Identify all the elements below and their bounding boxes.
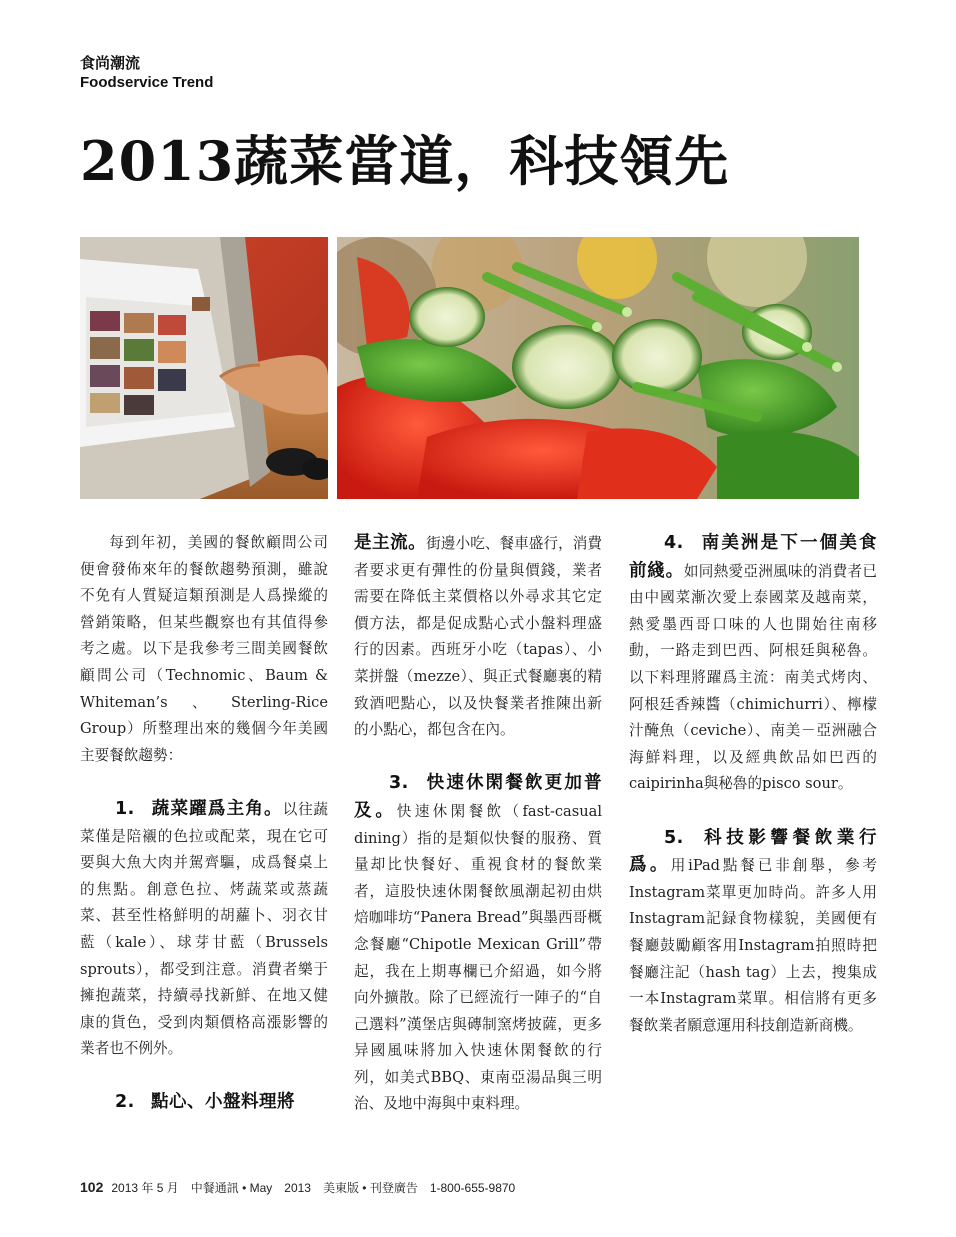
article-column-1 [80, 530, 328, 1116]
section-4 [629, 530, 877, 798]
section-5-number: 5. [664, 827, 684, 848]
section-1-body: 以往蔬菜僅是陪襯的色拉或配菜，現在它可要與大魚大肉并駕齊驅，成爲餐桌上的焦點。創意色拉、烤蔬菜或蒸蔬菜、甚至性格鮮明的胡蘿卜、羽衣甘藍（kale）、球芽甘藍（Brussels sprouts），都受到注意。消費者樂于擁抱蔬菜，持續尋找新鮮、在地又健康的貨色，受到肉類價格高漲影響的業者也不例外。 [80, 800, 328, 1058]
section-2-heading-start [80, 1089, 328, 1116]
section-2-heading-b: 是主流。 [354, 533, 427, 553]
section-3 [354, 770, 602, 1118]
section-1-heading: 蔬菜躍爲主角。 [151, 798, 283, 819]
tablet-menu-photo [80, 237, 328, 499]
section-1-number: 1. [115, 798, 135, 819]
intro-paragraph: 每到年初，美國的餐飲顧問公司便會發佈來年的餐飲趨勢預測，雖說不免有人質疑這類預測是人爲操縱的營銷策略，但某些觀察也有其值得參考之處。以下是我參考三間美國餐飲顧問公司（Technomic、Baum & Whiteman’s、Sterling-Rice Group）所整理出來的幾個今年美國主要餐飲趨勢： [80, 534, 328, 764]
article-column-2 [354, 530, 602, 1118]
section-label-chinese: 食尚潮流 [80, 54, 141, 72]
page-number: 102 [80, 1179, 104, 1195]
section-5-heading: 科技影響餐飲業行爲。 [629, 827, 877, 876]
section-2-number: 2. [115, 1092, 135, 1113]
section-2-heading-a: 點心、小盤料理將 [151, 1092, 295, 1113]
section-4-number: 4. [664, 533, 684, 553]
section-3-number: 3. [389, 773, 409, 794]
article-column-3 [629, 530, 877, 1039]
section-1 [80, 796, 328, 1063]
section-4-body: 如同熱愛亞洲風味的消費者已由中國菜漸次愛上泰國菜及越南菜，熱愛墨西哥口味的人也開始往南移動，一路走到巴西、阿根廷與秘魯。以下料理將躍爲主流：南美式烤肉、阿根廷香辣醬（chimichurri）、檸檬汁醃魚（ceviche）、南美－亞洲融合海鮮料理，以及經典飲品如巴西的caipirinha與秘魯的pisco sour。 [629, 562, 877, 793]
page-footer [80, 1179, 515, 1196]
section-5-body: 用iPad點餐已非創舉，參考Instagram菜單更加時尚。許多人用Instagram記録食物樣貌，美國便有餐廳鼓勵顧客用Instagram拍照時把餐廳注記（hash tag）上去，搜集成一本Instagram菜單。相信將有更多餐飲業者願意運用科技創造新商機。 [629, 857, 878, 1034]
section-3-heading: 快速休閑餐飲更加普及。 [354, 773, 602, 821]
section-4-heading: 南美洲是下一個美食前綫。 [629, 533, 877, 581]
section-3-body: 快速休閑餐飲（fast-casual dining）指的是類似快餐的服務、質量却比快餐好、重視食材的餐飲業者，這股快速休閑餐飲風潮起初由烘焙咖啡坊“Panera Bread”與墨西哥概念餐廳“Chipotle Mexican Grill”帶起，我在上期專欄已介紹過，如今將向外擴散。除了已經流行一陣子的“自己選料”漢堡店與磚制窯烤披薩，更多异國風味將加入快速休閑餐飲的行列，如美式BBQ、東南亞湯品與三明治、及地中海與中東料理。 [354, 802, 603, 1113]
section-label-english: Foodservice Trend [80, 74, 214, 91]
section-2-body: 街邊小吃、餐車盛行，消費者要求更有彈性的份量與價錢，業者需要在降低主菜價格以外尋求其它定價方法，都是促成點心式小盤料理盛行的因素。西班牙小吃（tapas）、小菜拼盤（mezze）、與正式餐廳裏的精致酒吧點心，以及快餐業者推陳出新的小點心，都包含在內。 [354, 535, 602, 739]
vegetables-photo [337, 237, 859, 499]
footer-text: 2013 年 5 月 中餐通訊 • May 2013 美東版 • 刊登廣告 1-800-655-9870 [111, 1181, 516, 1195]
section-2 [354, 530, 602, 744]
page-title: 2013蔬菜當道，科技領先 [80, 129, 730, 193]
section-5 [629, 825, 877, 1040]
